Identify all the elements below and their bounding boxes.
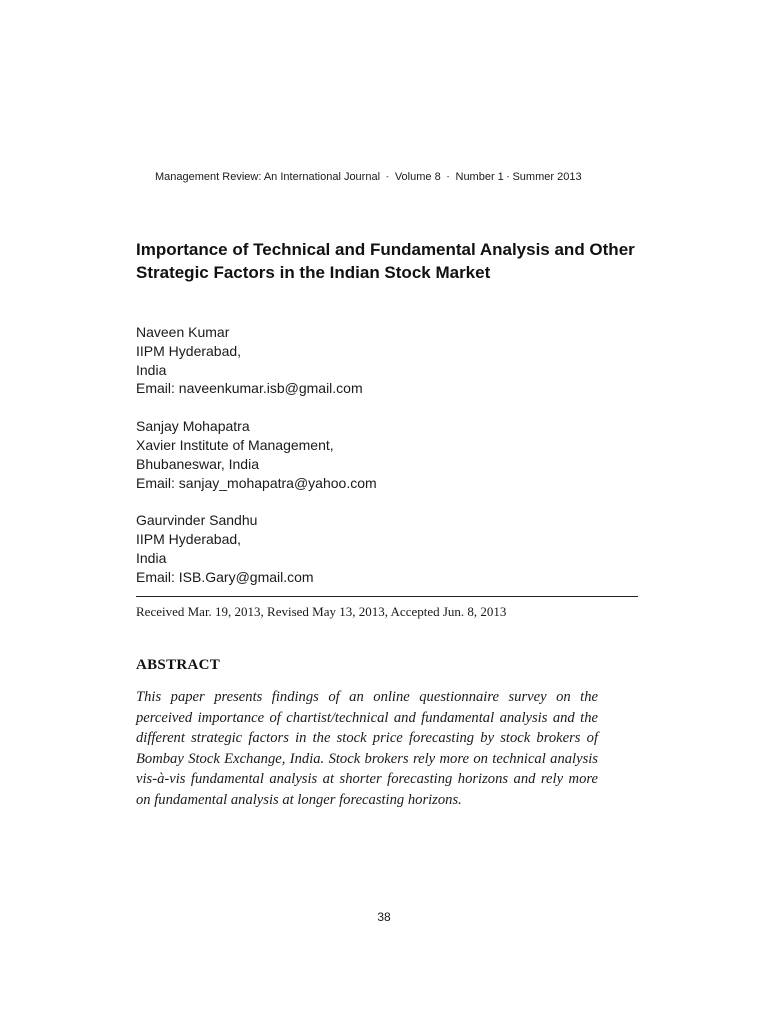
author-email: Email: ISB.Gary@gmail.com bbox=[136, 568, 314, 585]
page-number: 38 bbox=[377, 910, 391, 924]
author-list bbox=[136, 323, 636, 606]
author-affiliation: IIPM Hyderabad, bbox=[136, 531, 242, 548]
author-affiliation: India bbox=[136, 549, 167, 566]
author-email: Email: sanjay_mohapatra@yahoo.com bbox=[136, 474, 377, 491]
author-affiliation: IIPM Hyderabad, bbox=[136, 342, 242, 359]
journal-issue: Summer 2013 bbox=[512, 171, 582, 183]
abstract-heading: ABSTRACT bbox=[136, 657, 221, 673]
author-affiliation: Bhubaneswar, India bbox=[136, 455, 259, 472]
abstract-text: This paper presents findings of an online questionnaire survey on the perceived importance of chartist/technical and fundamental analysis and the different strategic factors in the stock price forecasting by stock brokers of Bombay Stock Exchange, India. Stock brokers rely more on technical analysis vis-à-vis fundamental analysis at shorter forecasting horizons and rely more on fundamental analysis at longer forecasting horizons. bbox=[136, 689, 598, 808]
author-name: Naveen Kumar bbox=[136, 324, 230, 340]
author-name: Sanjay Mohapatra bbox=[136, 418, 250, 435]
author-block bbox=[136, 511, 636, 586]
author-email: Email: naveenkumar.isb@gmail.com bbox=[136, 380, 363, 397]
divider-rule bbox=[136, 596, 638, 597]
running-header bbox=[155, 171, 615, 183]
header-separator: - bbox=[386, 172, 389, 181]
header-separator: - bbox=[506, 172, 510, 181]
received-dates: Received Mar. 19, 2013, Revised May 13, 2013, Accepted Jun. 8, 2013 bbox=[136, 604, 507, 619]
header-separator: - bbox=[446, 172, 450, 181]
journal-volume: Volume 8 bbox=[394, 171, 441, 183]
author-affiliation: India bbox=[136, 361, 167, 378]
journal-name: Management Review: An International Journal bbox=[155, 171, 381, 183]
journal-number: Number 1 bbox=[455, 171, 504, 183]
paper-title: Importance of Technical and Fundamental Analysis and Other Strategic Factors in the Indian Stock Market bbox=[136, 240, 635, 282]
author-name: Gaurvinder Sandhu bbox=[136, 512, 258, 529]
author-block bbox=[136, 417, 636, 492]
author-block bbox=[136, 323, 636, 398]
author-affiliation: Xavier Institute of Management, bbox=[136, 436, 334, 453]
